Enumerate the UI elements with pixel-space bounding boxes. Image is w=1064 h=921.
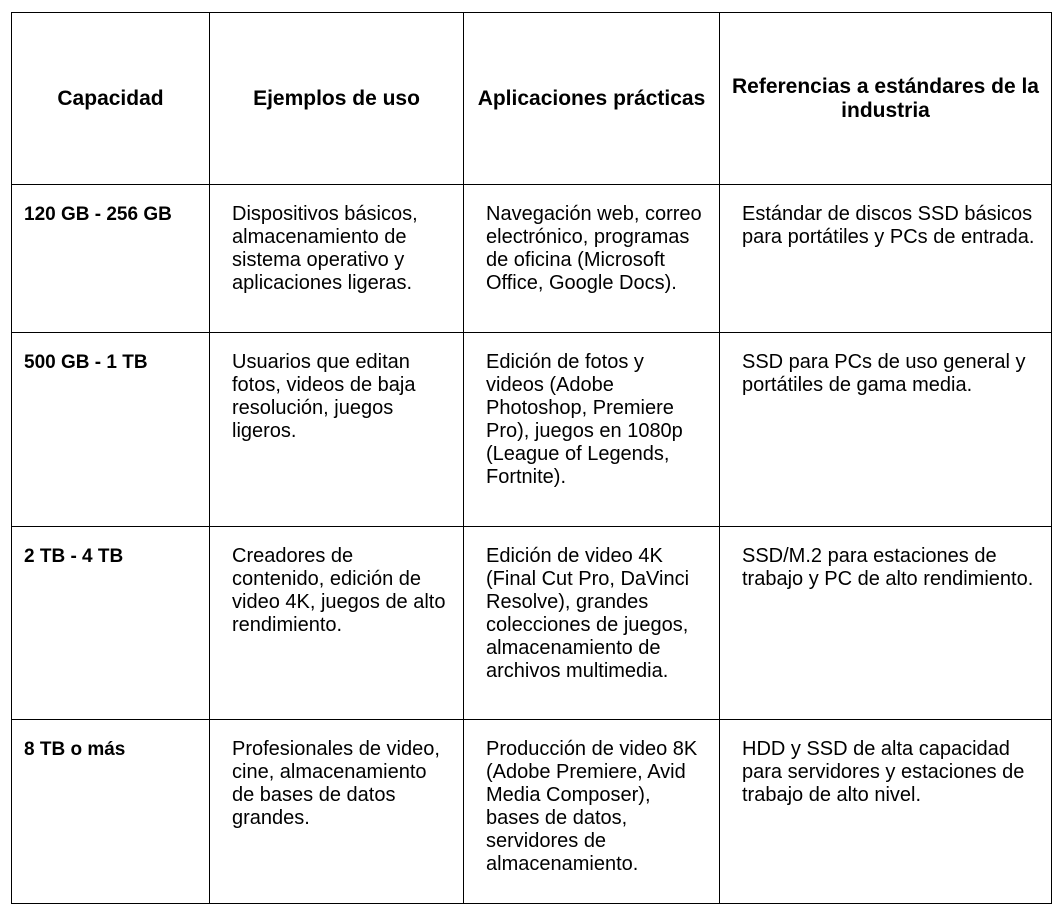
- table-row: [12, 527, 1052, 720]
- standards-cell: Estándar de discos SSD básicos para portátiles y PCs de entrada.: [720, 185, 1052, 333]
- capacity-table: [11, 12, 1052, 904]
- table-row: [12, 720, 1052, 904]
- examples-cell: Profesionales de video, cine, almacenamiento de bases de datos grandes.: [210, 720, 464, 904]
- standards-cell: SSD para PCs de uso general y portátiles de gama media.: [720, 333, 1052, 527]
- examples-cell: Dispositivos básicos, almacenamiento de sistema operativo y aplicaciones ligeras.: [210, 185, 464, 333]
- applications-cell: Edición de video 4K (Final Cut Pro, DaVinci Resolve), grandes colecciones de juegos, almacenamiento de archivos multimedia.: [464, 527, 720, 720]
- standards-cell: SSD/M.2 para estaciones de trabajo y PC de alto rendimiento.: [720, 527, 1052, 720]
- table-body: [12, 185, 1052, 904]
- applications-cell: Edición de fotos y videos (Adobe Photoshop, Premiere Pro), juegos en 1080p (League of Legends, Fortnite).: [464, 333, 720, 527]
- standards-cell: HDD y SSD de alta capacidad para servidores y estaciones de trabajo de alto nivel.: [720, 720, 1052, 904]
- table-header: [12, 13, 1052, 185]
- capacity-cell: 8 TB o más: [12, 720, 210, 904]
- table-row: [12, 333, 1052, 527]
- header-row: [12, 13, 1052, 185]
- table-row: [12, 185, 1052, 333]
- examples-cell: Usuarios que editan fotos, videos de baja resolución, juegos ligeros.: [210, 333, 464, 527]
- header-aplicaciones-practicas: Aplicaciones prácticas: [464, 13, 720, 185]
- header-capacidad: Capacidad: [12, 13, 210, 185]
- applications-cell: Producción de video 8K (Adobe Premiere, Avid Media Composer), bases de datos, servidores de almacenamiento.: [464, 720, 720, 904]
- examples-cell: Creadores de contenido, edición de video 4K, juegos de alto rendimiento.: [210, 527, 464, 720]
- capacity-cell: 120 GB - 256 GB: [12, 185, 210, 333]
- capacity-cell: 500 GB - 1 TB: [12, 333, 210, 527]
- header-referencias-estandares: Referencias a estándares de la industria: [720, 13, 1052, 185]
- header-ejemplos-de-uso: Ejemplos de uso: [210, 13, 464, 185]
- capacity-cell: 2 TB - 4 TB: [12, 527, 210, 720]
- applications-cell: Navegación web, correo electrónico, programas de oficina (Microsoft Office, Google Docs).: [464, 185, 720, 333]
